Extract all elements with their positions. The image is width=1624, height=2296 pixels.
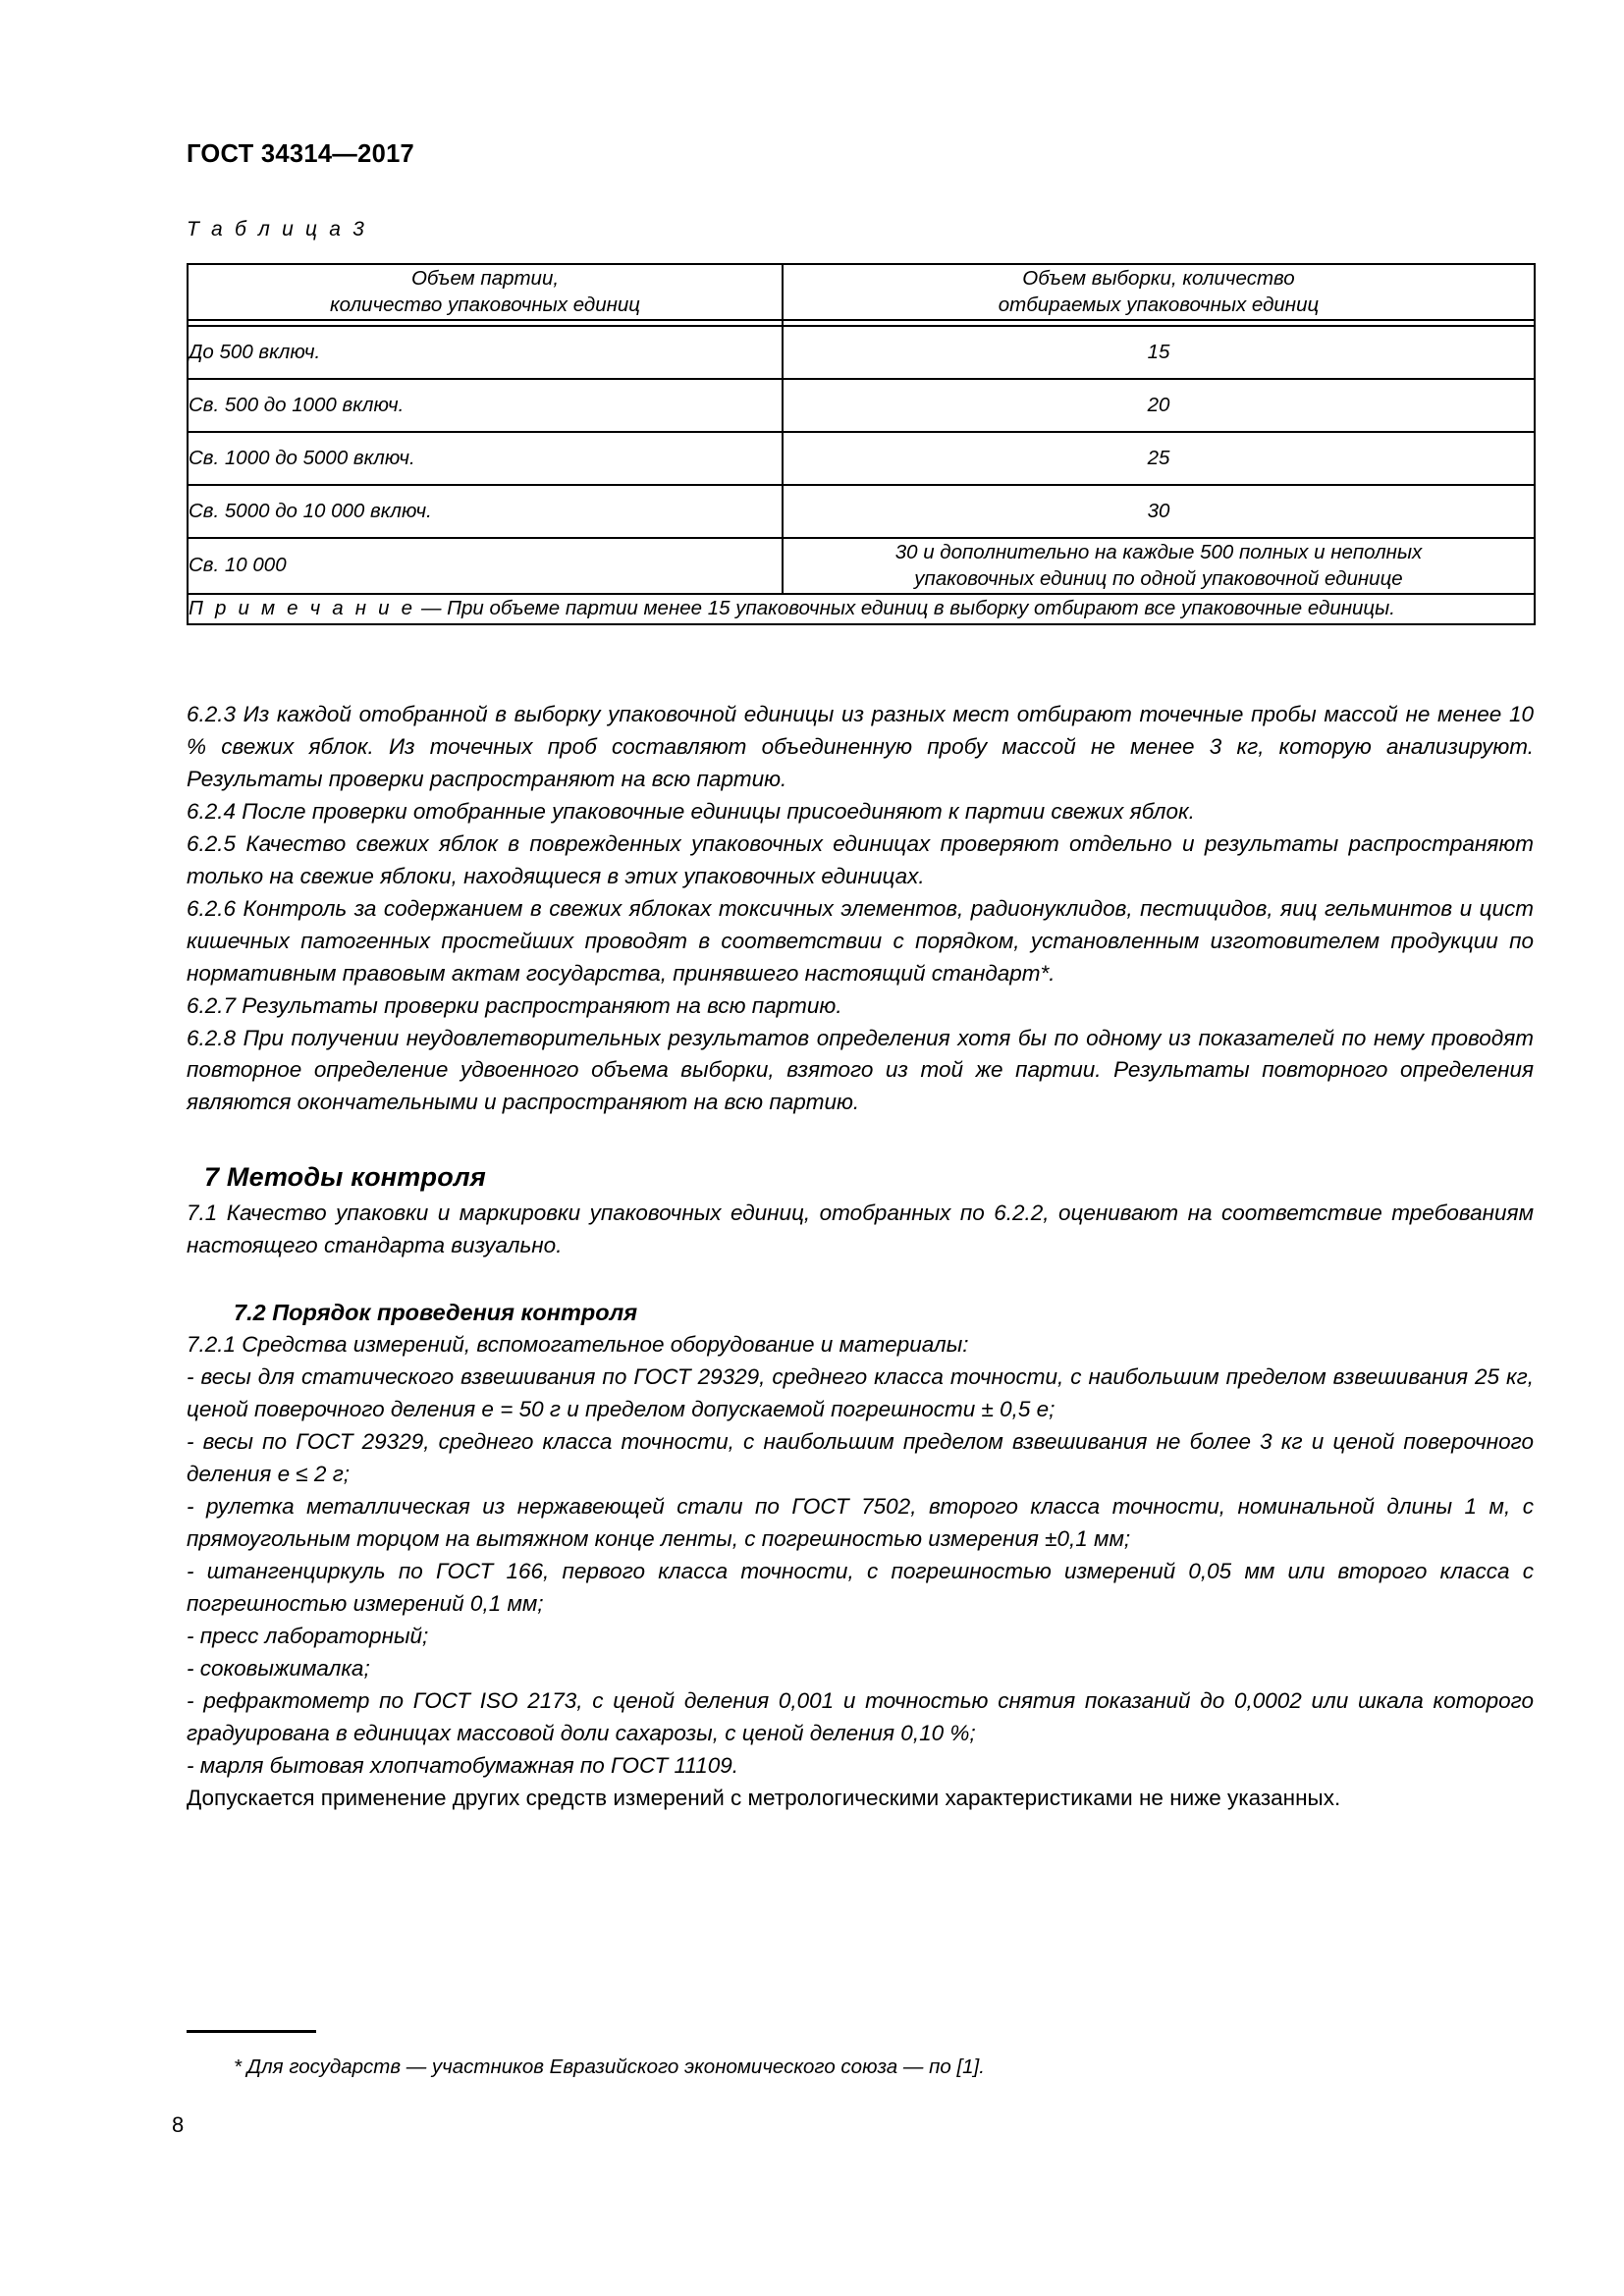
paragraph-6-2-8: 6.2.8 При получении неудовлетворительных результатов определения хотя бы по одному из показателей по нему проводят повторное определение удвоенного объема выборки, взятого из той же партии. Результаты повторного определения являются окончательными и распространяют на всю партию. <box>187 1025 1534 1115</box>
paragraph-7-1: 7.1 Качество упаковки и маркировки упаковочных единиц, отобранных по 6.2.2, оценивают на соответствие требованиям настоящего стандарта визуально. <box>187 1200 1534 1257</box>
section-heading-7: 7 Методы контроля <box>204 1162 486 1193</box>
table-note-row <box>188 594 1535 623</box>
subsection-heading-7-2: 7.2 Порядок проведения контроля <box>234 1299 638 1325</box>
cell-batch-volume: До 500 включ. <box>188 326 783 379</box>
page-number: 8 <box>172 2112 185 2137</box>
column-header-batch-volume-line1: Объем партии, <box>410 267 560 290</box>
cell-sample-volume-line2: упаковочных единиц по одной упаковочной единице <box>914 567 1403 591</box>
cell-sample-volume-line1: 30 и дополнительно на каждые 500 полных и неполных <box>894 540 1423 563</box>
paragraph-6-2-7: 6.2.7 Результаты проверки распространяют на всю партию. <box>187 992 842 1018</box>
column-header-sample-volume-line1: Объем выборки, количество <box>1022 267 1295 290</box>
list-item: - соковыжималка; <box>187 1655 370 1681</box>
list-item: - весы для статического взвешивания по ГОСТ 29329, среднего класса точности, с наибольшим пределом взвешивания 25 кг, ценой поверочного деления е = 50 г и пределом допускаемой погрешности ± 0,5 е; <box>187 1364 1534 1422</box>
table-row <box>188 432 1535 485</box>
paragraph-7-2-1: 7.2.1 Средства измерений, вспомогательное оборудование и материалы: <box>187 1332 969 1358</box>
paragraph-6-2-5: 6.2.5 Качество свежих яблок в поврежденных упаковочных единицах проверяют отдельно и результаты распространяют только на свежие яблоки, находящиеся в этих упаковочных единицах. <box>187 830 1534 888</box>
table-row <box>188 326 1535 379</box>
column-header-sample-volume-line2: отбираемых упаковочных единиц <box>998 294 1320 317</box>
table-note <box>188 594 1535 623</box>
body-text <box>187 699 1534 1815</box>
cell-sample-volume: 25 <box>783 432 1535 485</box>
cell-sample-volume <box>783 538 1535 595</box>
table-row <box>188 379 1535 432</box>
table-caption: Т а б л и ц а 3 <box>187 218 368 240</box>
cell-batch-volume: Св. 500 до 1000 включ. <box>188 379 783 432</box>
paragraph-6-2-3: 6.2.3 Из каждой отобранной в выборку упаковочной единицы из разных мест отбирают точечные пробы массой не менее 10 % свежих яблок. Из точечных проб составляют объединенную пробу массой не менее 3 кг, которую анализируют. Результаты проверки распространяют на всю партию. <box>187 702 1534 791</box>
paragraph-6-2-4: 6.2.4 После проверки отобранные упаковочные единицы присоединяют к партии свежих яблок. <box>187 798 1195 824</box>
cell-batch-volume: Св. 1000 до 5000 включ. <box>188 432 783 485</box>
column-header-sample-volume <box>783 264 1535 320</box>
list-item: - марля бытовая хлопчатобумажная по ГОСТ 11109. <box>187 1752 739 1778</box>
column-header-batch-volume <box>188 264 783 320</box>
cell-batch-volume: Св. 10 000 <box>188 538 783 595</box>
paragraph-6-2-6: 6.2.6 Контроль за содержанием в свежих яблоках токсичных элементов, радионуклидов, пестицидов, яиц гельминтов и цист кишечных патогенных простейших проводят в соответствии с порядком, установленным изготовителем продукции по нормативным правовым актам государства, принявшего настоящий стандарт*. <box>187 895 1534 986</box>
table-row-last <box>188 538 1535 595</box>
table-row <box>188 485 1535 538</box>
cell-sample-volume: 15 <box>783 326 1535 379</box>
cell-batch-volume: Св. 5000 до 10 000 включ. <box>188 485 783 538</box>
table-3-wrapper <box>187 263 1534 625</box>
list-item: - пресс лабораторный; <box>187 1623 429 1648</box>
table-3 <box>187 263 1536 625</box>
list-item: - весы по ГОСТ 29329, среднего класса точности, с наибольшим пределом взвешивания не более 3 кг и ценой поверочного деления е ≤ 2 г; <box>187 1429 1534 1487</box>
list-item: - рефрактометр по ГОСТ ISO 2173, с ценой деления 0,001 и точностью снятия показаний до 0,0002 или шкала которого градуирована в единицах массовой доли сахарозы, с ценой деления 0,10 %; <box>187 1687 1534 1745</box>
cell-sample-volume: 30 <box>783 485 1535 538</box>
running-head: ГОСТ 34314—2017 <box>187 140 415 168</box>
paragraph-closing: Допускается применение других средств измерений с метрологическими характеристиками не ниже указанных. <box>187 1785 1341 1810</box>
table-header-row <box>188 264 1535 320</box>
list-item: - штангенциркуль по ГОСТ 166, первого класса точности, с погрешностью измерений 0,05 мм или второго класса с погрешностью измерений 0,1 мм; <box>187 1558 1534 1616</box>
column-header-batch-volume-line2: количество упаковочных единиц <box>329 294 641 317</box>
cell-sample-volume: 20 <box>783 379 1535 432</box>
footnote-separator <box>187 2030 316 2033</box>
footnote: * Для государств — участников Евразийского экономического союза — по [1]. <box>234 2056 985 2078</box>
table-note-label: П р и м е ч а н и е <box>189 597 416 620</box>
table-note-text: — При объеме партии менее 15 упаковочных единиц в выборку отбирают все упаковочные единицы. <box>415 597 1395 620</box>
list-item: - рулетка металлическая из нержавеющей стали по ГОСТ 7502, второго класса точности, номинальной длины 1 м, с прямоугольным торцом на вытяжном конце ленты, с погрешностью измерения ±0,1 мм; <box>187 1494 1534 1551</box>
